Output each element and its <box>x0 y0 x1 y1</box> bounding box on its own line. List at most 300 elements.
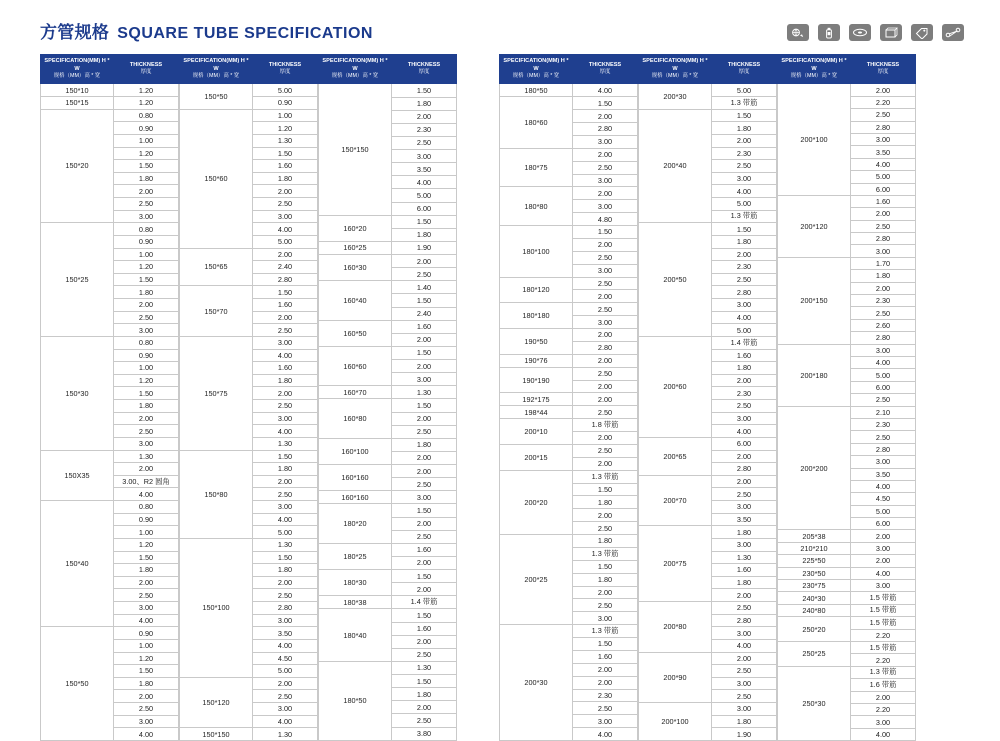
table-row <box>778 344 916 356</box>
table-1 <box>40 54 179 741</box>
thickness-cell: 2.00 <box>114 576 179 589</box>
table-row <box>319 609 457 622</box>
spec-cell: 160*20 <box>319 215 392 241</box>
thickness-cell: 1.3 带筋 <box>851 666 916 678</box>
thickness-cell: 6.00 <box>851 518 916 530</box>
thickness-cell: 2.50 <box>573 251 638 264</box>
thickness-cell: 0.90 <box>114 349 179 362</box>
spec-cell: 150*15 <box>41 97 114 110</box>
thickness-cell: 2.00 <box>573 187 638 200</box>
thickness-cell: 0.90 <box>114 235 179 248</box>
thickness-cell: 2.00 <box>253 387 318 400</box>
thickness-cell: 1.80 <box>114 564 179 577</box>
header-specification <box>639 55 712 84</box>
table-row <box>778 84 916 96</box>
thickness-cell: 2.00 <box>253 677 318 690</box>
header-spec-en: SPECIFICATION(MM) H * W <box>503 58 569 72</box>
thickness-cell: 3.00 <box>253 210 318 223</box>
spec-cell: 190*190 <box>500 367 573 393</box>
page-title-en: SQUARE TUBE SPECIFICATION <box>117 25 373 42</box>
spec-cell: 150*70 <box>180 286 253 337</box>
table-header-row <box>639 55 777 84</box>
table-row <box>41 501 179 514</box>
thickness-cell: 5.00 <box>851 505 916 517</box>
thickness-cell: 2.50 <box>712 665 777 678</box>
spec-cell: 160*80 <box>319 399 392 438</box>
spec-cell: 160*50 <box>319 320 392 346</box>
thickness-cell: 3.00 <box>573 612 638 625</box>
thickness-cell: 1.50 <box>114 551 179 564</box>
thickness-cell: 2.80 <box>253 273 318 286</box>
spec-cell: 200*75 <box>639 526 712 602</box>
thickness-cell: 1.50 <box>573 226 638 239</box>
thickness-cell: 2.00 <box>712 589 777 602</box>
spec-cell: 150*150 <box>319 84 392 215</box>
thickness-cell: 2.60 <box>851 319 916 331</box>
header-spec-en: SPECIFICATION(MM) H * W <box>183 58 249 72</box>
thickness-cell: 1.20 <box>114 374 179 387</box>
table-row <box>41 97 179 110</box>
table-row <box>778 555 916 567</box>
spec-cell: 180*40 <box>319 609 392 662</box>
table-row <box>180 336 318 349</box>
thickness-cell: 3.00 <box>712 172 777 185</box>
thickness-cell: 1.80 <box>253 172 318 185</box>
spec-cell: 200*100 <box>639 703 712 741</box>
thickness-cell: 3.50 <box>851 468 916 480</box>
thickness-cell: 1.30 <box>253 538 318 551</box>
thickness-cell: 1.80 <box>573 573 638 586</box>
thickness-cell: 2.50 <box>253 488 318 501</box>
thickness-cell: 2.00 <box>392 110 457 123</box>
table-row <box>500 393 638 406</box>
spec-cell: 200*100 <box>778 84 851 196</box>
thickness-cell: 3.00 <box>851 456 916 468</box>
thickness-cell: 2.00 <box>253 475 318 488</box>
thickness-cell: 3.50 <box>851 146 916 158</box>
thickness-cell: 3.00 <box>573 135 638 148</box>
thickness-cell: 1.50 <box>573 560 638 573</box>
table-row <box>180 248 318 261</box>
thickness-cell: 1.80 <box>253 463 318 476</box>
table-row <box>500 84 638 97</box>
thickness-cell: 1.00 <box>114 526 179 539</box>
thickness-cell: 1.00 <box>114 639 179 652</box>
thickness-cell: 1.80 <box>392 688 457 701</box>
page-title-cn: 方管规格 <box>40 23 110 42</box>
table-3 <box>318 54 457 741</box>
box-icon[interactable] <box>880 24 902 41</box>
thickness-cell: 4.00 <box>573 728 638 741</box>
spec-cell: 160*40 <box>319 281 392 320</box>
tag-icon[interactable] <box>911 24 933 41</box>
spec-cell: 180*50 <box>319 661 392 740</box>
thickness-cell: 1.60 <box>392 320 457 333</box>
thickness-cell: 3.00 <box>253 336 318 349</box>
thickness-cell: 1.5 带筋 <box>851 592 916 604</box>
table-row <box>500 303 638 316</box>
thickness-cell: 2.30 <box>712 261 777 274</box>
thickness-cell: 3.00 <box>712 501 777 514</box>
thickness-cell: 2.50 <box>573 367 638 380</box>
spec-cell: 180*100 <box>500 226 573 278</box>
thickness-cell: 1.50 <box>392 84 457 97</box>
table-row <box>500 226 638 239</box>
thickness-cell: 1.00 <box>114 134 179 147</box>
table-row <box>319 491 457 504</box>
table-row <box>500 406 638 419</box>
spec-cell: 200*40 <box>639 109 712 223</box>
thickness-cell: 2.00 <box>392 333 457 346</box>
thickness-cell: 1.80 <box>392 228 457 241</box>
table-row <box>319 281 457 294</box>
spec-cell: 150*20 <box>41 109 114 223</box>
spec-cell: 160*25 <box>319 241 392 254</box>
thickness-cell: 2.00 <box>573 676 638 689</box>
thickness-cell: 2.50 <box>114 425 179 438</box>
thickness-cell: 1.40 <box>392 281 457 294</box>
spec-cell: 250*25 <box>778 641 851 666</box>
thickness-cell: 2.50 <box>851 394 916 406</box>
thickness-cell: 1.60 <box>573 650 638 663</box>
table-row <box>500 470 638 483</box>
thickness-cell: 2.50 <box>392 268 457 281</box>
table-row <box>500 329 638 342</box>
spec-cell: 225*50 <box>778 555 851 567</box>
thickness-cell: 4.00 <box>253 425 318 438</box>
thickness-cell: 4.00 <box>114 728 179 741</box>
thickness-cell: 1.90 <box>392 241 457 254</box>
header-thk-en: THICKNESS <box>727 61 761 68</box>
thickness-cell: 2.00 <box>114 463 179 476</box>
thickness-cell: 1.5 带筋 <box>851 641 916 653</box>
header-specification <box>180 55 253 84</box>
thickness-cell: 1.50 <box>573 483 638 496</box>
thickness-cell: 0.90 <box>114 627 179 640</box>
thickness-cell: 2.00 <box>392 465 457 478</box>
thickness-cell: 1.30 <box>114 450 179 463</box>
table-row <box>500 187 638 200</box>
thickness-cell: 4.00 <box>114 614 179 627</box>
table-row <box>319 504 457 517</box>
thickness-cell: 1.50 <box>712 109 777 122</box>
thickness-cell: 2.50 <box>392 530 457 543</box>
thickness-cell: 3.00 <box>851 344 916 356</box>
header-spec-cn: 规格（MM）高 * 宽 <box>512 73 560 80</box>
thickness-cell: 5.00 <box>253 526 318 539</box>
thickness-cell: 0.90 <box>253 97 318 110</box>
thickness-cell: 1.5 带筋 <box>851 604 916 616</box>
thickness-cell: 2.30 <box>712 387 777 400</box>
thickness-cell: 2.00 <box>573 663 638 676</box>
thickness-cell: 2.00 <box>114 299 179 312</box>
thickness-cell: 5.00 <box>253 84 318 97</box>
spec-cell: 200*90 <box>639 652 712 703</box>
thickness-cell: 2.50 <box>573 702 638 715</box>
thickness-cell: 2.00 <box>114 185 179 198</box>
thickness-cell: 0.80 <box>114 501 179 514</box>
spec-cell: 230*50 <box>778 567 851 579</box>
table-row <box>500 277 638 290</box>
thickness-cell: 1.50 <box>114 665 179 678</box>
thickness-cell: 2.50 <box>392 425 457 438</box>
thickness-cell: 3.00 <box>392 373 457 386</box>
header-spec-en: SPECIFICATION(MM) H * W <box>781 58 847 72</box>
spec-cell: 150*10 <box>41 84 114 97</box>
thickness-cell: 2.50 <box>573 303 638 316</box>
thickness-cell: 1.30 <box>392 386 457 399</box>
thickness-cell: 2.80 <box>712 614 777 627</box>
thickness-cell: 4.00 <box>253 223 318 236</box>
thickness-cell: 4.00 <box>712 639 777 652</box>
tools-icon[interactable] <box>942 24 964 41</box>
thickness-cell: 2.50 <box>573 277 638 290</box>
table-header-row <box>319 55 457 84</box>
thickness-cell: 4.00 <box>114 488 179 501</box>
table-header-row <box>41 55 179 84</box>
thickness-cell: 2.30 <box>851 295 916 307</box>
thickness-cell: 3.00 <box>253 501 318 514</box>
thickness-cell: 3.00 <box>851 542 916 554</box>
table-row <box>319 241 457 254</box>
table-row <box>319 543 457 556</box>
thickness-cell: 4.00 <box>392 176 457 189</box>
thickness-cell: 2.00 <box>851 555 916 567</box>
thickness-cell: 2.00 <box>114 412 179 425</box>
spec-cell: 180*80 <box>500 187 573 226</box>
thickness-cell: 1.80 <box>573 535 638 548</box>
thickness-cell: 2.00 <box>712 450 777 463</box>
spec-cell: 240*80 <box>778 604 851 616</box>
thickness-cell: 2.00 <box>712 248 777 261</box>
thickness-cell: 3.00 <box>114 324 179 337</box>
thickness-cell: 1.50 <box>253 147 318 160</box>
spec-cell: 180*25 <box>319 543 392 569</box>
thickness-cell: 2.00 <box>573 432 638 445</box>
thickness-cell: 1.00 <box>114 362 179 375</box>
thickness-cell: 5.00 <box>253 665 318 678</box>
thickness-cell: 3.00 <box>253 614 318 627</box>
thickness-cell: 1.50 <box>392 504 457 517</box>
thickness-cell: 3.50 <box>712 513 777 526</box>
spec-cell: 180*30 <box>319 570 392 596</box>
thickness-cell: 2.20 <box>851 629 916 641</box>
thickness-cell: 2.50 <box>114 198 179 211</box>
thickness-cell: 4.00 <box>851 158 916 170</box>
thickness-cell: 2.00 <box>712 652 777 665</box>
thickness-cell: 1.50 <box>392 570 457 583</box>
thickness-cell: 2.80 <box>712 286 777 299</box>
thickness-cell: 2.50 <box>253 690 318 703</box>
thickness-cell: 3.50 <box>253 627 318 640</box>
table-row <box>319 320 457 333</box>
thickness-cell: 1.3 带筋 <box>573 547 638 560</box>
spec-cell: 190*50 <box>500 329 573 355</box>
table-row <box>319 399 457 412</box>
thickness-cell: 4.00 <box>253 513 318 526</box>
spec-cell: 180*75 <box>500 148 573 187</box>
thickness-cell: 2.20 <box>851 703 916 715</box>
thickness-cell: 2.50 <box>851 109 916 121</box>
thickness-cell: 2.50 <box>392 136 457 149</box>
thickness-cell: 1.20 <box>253 122 318 135</box>
thickness-cell: 1.60 <box>253 299 318 312</box>
thickness-cell: 1.50 <box>392 346 457 359</box>
thickness-cell: 2.50 <box>712 602 777 615</box>
thickness-cell: 2.50 <box>253 400 318 413</box>
thickness-cell: 3.00 <box>573 174 638 187</box>
thickness-cell: 1.20 <box>114 538 179 551</box>
thickness-cell: 1.20 <box>114 84 179 97</box>
header-thk-cn: 厚度 <box>599 69 611 76</box>
table-row <box>500 444 638 457</box>
thickness-cell: 2.00 <box>392 701 457 714</box>
table-row <box>639 109 777 122</box>
spec-cell: 150*100 <box>180 538 253 677</box>
spec-cell: 200*65 <box>639 437 712 475</box>
spec-cell: 200*10 <box>500 419 573 445</box>
header-thk-en: THICKNESS <box>407 61 441 68</box>
thickness-cell: 2.50 <box>573 522 638 535</box>
thickness-cell: 1.30 <box>253 728 318 741</box>
thickness-cell: 0.80 <box>114 109 179 122</box>
thickness-cell: 3.00 <box>712 412 777 425</box>
thickness-cell: 1.80 <box>114 286 179 299</box>
thickness-cell: 5.00 <box>253 235 318 248</box>
table-row <box>319 386 457 399</box>
thickness-cell: 2.20 <box>851 96 916 108</box>
table-row <box>639 223 777 236</box>
table-row <box>778 666 916 678</box>
thickness-cell: 2.40 <box>253 261 318 274</box>
thickness-cell: 1.80 <box>253 564 318 577</box>
thickness-cell: 0.80 <box>114 336 179 349</box>
thickness-cell: 1.80 <box>573 496 638 509</box>
header-thk-cn: 厚度 <box>140 69 152 76</box>
thickness-cell: 2.00 <box>573 393 638 406</box>
table-row <box>319 570 457 583</box>
thickness-cell: 2.00 <box>392 451 457 464</box>
thickness-cell: 2.50 <box>253 324 318 337</box>
table-row <box>500 367 638 380</box>
thickness-cell: 1.80 <box>114 677 179 690</box>
table-row <box>319 438 457 451</box>
thickness-cell: 2.50 <box>253 589 318 602</box>
thickness-cell: 3.00 <box>392 150 457 163</box>
spec-cell: 150*80 <box>180 450 253 538</box>
table-row <box>319 465 457 478</box>
thickness-cell: 3.00 <box>573 316 638 329</box>
thickness-cell: 1.00 <box>114 248 179 261</box>
thickness-cell: 2.00 <box>573 290 638 303</box>
thickness-cell: 6.00 <box>392 202 457 215</box>
spec-cell: 160*30 <box>319 255 392 281</box>
header-thk-en: THICKNESS <box>866 61 900 68</box>
header-spec-cn: 规格（MM）高 * 宽 <box>331 73 379 80</box>
table-row <box>180 450 318 463</box>
thickness-cell: 1.30 <box>253 437 318 450</box>
thickness-cell: 2.80 <box>851 332 916 344</box>
thickness-cell: 1.4 带筋 <box>392 596 457 609</box>
header-spec-en: SPECIFICATION(MM) H * W <box>322 58 388 72</box>
thickness-cell: 2.80 <box>253 602 318 615</box>
thickness-cell: 3.00 <box>114 210 179 223</box>
spec-cell: 150*30 <box>41 336 114 450</box>
thickness-cell: 6.00 <box>851 381 916 393</box>
header-thk-en: THICKNESS <box>129 61 163 68</box>
thickness-cell: 1.20 <box>114 652 179 665</box>
disc-icon[interactable] <box>849 24 871 41</box>
header-thickness <box>114 55 179 84</box>
thickness-cell: 1.50 <box>392 399 457 412</box>
bottle-icon[interactable] <box>818 24 840 41</box>
thickness-cell: 0.90 <box>114 513 179 526</box>
header-thickness <box>253 55 318 84</box>
header-icon-row <box>787 24 964 41</box>
thickness-cell: 3.00 <box>712 538 777 551</box>
table-row <box>500 625 638 638</box>
table-group-left <box>40 54 457 741</box>
thickness-cell: 2.50 <box>851 431 916 443</box>
thickness-cell: 2.80 <box>712 463 777 476</box>
thickness-cell: 4.00 <box>712 425 777 438</box>
spec-cell: 210*210 <box>778 542 851 554</box>
thickness-cell: 1.80 <box>851 270 916 282</box>
thickness-cell: 2.00 <box>392 517 457 530</box>
spec-cell: 180*120 <box>500 277 573 303</box>
thickness-cell: 2.00 <box>851 84 916 96</box>
header-spec-cn: 规格（MM）高 * 宽 <box>53 73 101 80</box>
thickness-cell: 1.20 <box>114 261 179 274</box>
header-specification <box>500 55 573 84</box>
thickness-cell: 1.50 <box>253 286 318 299</box>
thickness-cell: 5.00 <box>712 198 777 211</box>
thickness-cell: 2.50 <box>851 307 916 319</box>
globe-icon[interactable] <box>787 24 809 41</box>
thickness-cell: 2.00 <box>392 635 457 648</box>
table-5 <box>638 54 777 741</box>
spec-cell: 150*40 <box>41 501 114 627</box>
spec-cell: 150*50 <box>180 84 253 109</box>
thickness-cell: 1.50 <box>392 609 457 622</box>
spec-cell: 180*38 <box>319 596 392 609</box>
thickness-cell: 0.80 <box>114 223 179 236</box>
thickness-cell: 1.80 <box>712 576 777 589</box>
thickness-cell: 2.00 <box>573 586 638 599</box>
spec-cell: 250*30 <box>778 666 851 740</box>
header-thk-en: THICKNESS <box>268 61 302 68</box>
thickness-cell: 2.00 <box>712 475 777 488</box>
header-spec-cn: 规格（MM）高 * 宽 <box>192 73 240 80</box>
thickness-cell: 1.80 <box>712 715 777 728</box>
spec-cell: 200*20 <box>500 470 573 534</box>
table-row <box>639 703 777 716</box>
thickness-cell: 2.80 <box>573 341 638 354</box>
thickness-cell: 3.00 <box>712 703 777 716</box>
thickness-cell: 2.00 <box>851 282 916 294</box>
thickness-cell: 2.00 <box>392 583 457 596</box>
table-header-row <box>500 55 638 84</box>
spec-cell: 200*15 <box>500 444 573 470</box>
spec-cell: 200*180 <box>778 344 851 406</box>
table-6 <box>777 54 916 741</box>
thickness-cell: 3.00 <box>712 677 777 690</box>
thickness-cell: 6.00 <box>712 437 777 450</box>
thickness-cell: 2.00 <box>851 530 916 542</box>
thickness-cell: 1.50 <box>392 215 457 228</box>
thickness-cell: 4.80 <box>573 213 638 226</box>
page-title <box>40 18 373 43</box>
